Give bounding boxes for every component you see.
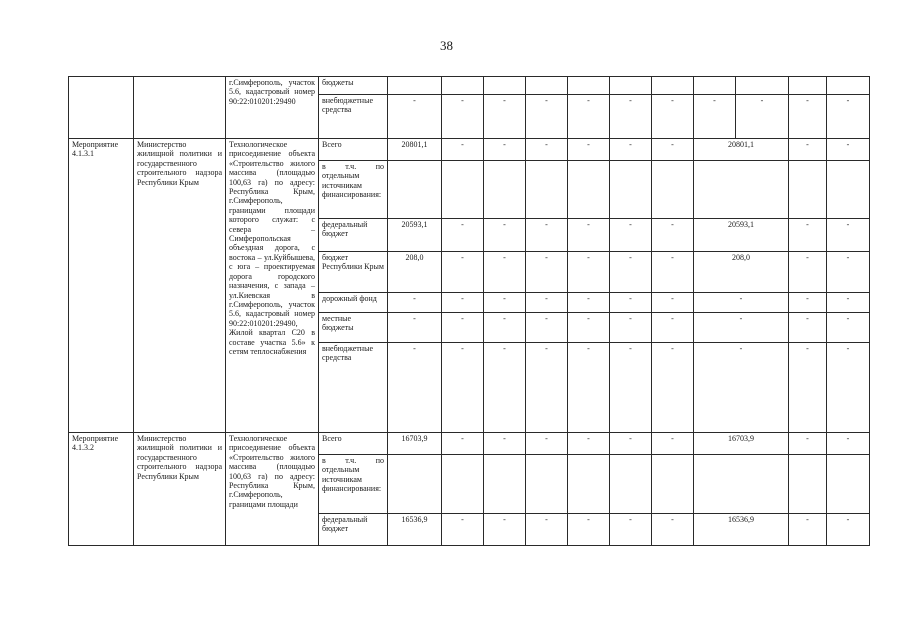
year-cell: [526, 77, 568, 95]
year-cell: -: [568, 95, 610, 139]
year-cell: [652, 161, 694, 219]
year-cell: -: [827, 139, 870, 161]
total-cell: 16703,9: [388, 433, 442, 455]
object-cell: г.Симферополь, участок 5.6, кадастровый номер 90:22:010201:29490: [226, 77, 319, 139]
source-cell: Всего: [319, 433, 388, 455]
year-cell: 208,0: [694, 252, 789, 293]
year-cell: -: [789, 313, 827, 343]
table-row: [69, 433, 870, 455]
year-cell: [789, 161, 827, 219]
object-cell: Технологическое присоединение объекта «Строительство жилого массива (площадью 100,63 га) по адресу: Республика Крым, г.Симферополь, границами площади которого служат: с севера – Симферопольская объездная дорога, с востока – ул.Куйбышева, с юга – проектируемая дорога городского назначения, с запада – ул.Киевская в г.Симферополь, участок 5.6, кадастровый номер 90:22:010201:29490, Жилой квартал С20 в составе участка 5.6» к сетям теплоснабжения: [226, 139, 319, 433]
year-cell: [568, 161, 610, 219]
year-cell: -: [789, 95, 827, 139]
year-cell: [526, 455, 568, 514]
year-cell: -: [526, 433, 568, 455]
year-cell: [568, 455, 610, 514]
year-cell: [694, 161, 789, 219]
year-cell: -: [827, 313, 870, 343]
year-cell: -: [568, 139, 610, 161]
measure-cell: [69, 77, 134, 139]
year-cell: -: [827, 252, 870, 293]
year-cell: -: [484, 514, 526, 546]
year-cell: -: [827, 293, 870, 313]
year-cell: -: [484, 433, 526, 455]
year-cell: -: [610, 139, 652, 161]
page-number: 38: [440, 38, 453, 53]
source-cell: Всего: [319, 139, 388, 161]
total-cell: 20801,1: [388, 139, 442, 161]
executor-cell: [134, 77, 226, 139]
year-cell: [442, 77, 484, 95]
year-cell: -: [568, 313, 610, 343]
source-cell: бюджеты: [319, 77, 388, 95]
budget-table: [68, 76, 870, 546]
source-cell: федеральный бюджет: [319, 514, 388, 546]
total-cell: 16536,9: [388, 514, 442, 546]
year-cell: -: [610, 313, 652, 343]
year-cell: 16703,9: [694, 433, 789, 455]
year-cell: -: [526, 343, 568, 433]
year-cell: [827, 77, 870, 95]
year-cell: -: [442, 313, 484, 343]
year-cell: -: [568, 433, 610, 455]
year-cell: -: [610, 433, 652, 455]
year-cell: -: [789, 514, 827, 546]
year-cell: -: [610, 252, 652, 293]
year-cell: [789, 77, 827, 95]
year-cell: [827, 161, 870, 219]
year-cell: -: [526, 95, 568, 139]
year-cell: -: [442, 343, 484, 433]
total-cell: -: [388, 313, 442, 343]
year-cell: 20801,1: [694, 139, 789, 161]
year-cell: [610, 77, 652, 95]
year-cell: 20593,1: [694, 219, 789, 252]
year-cell: -: [526, 313, 568, 343]
year-cell: 16536,9: [694, 514, 789, 546]
year-cell: -: [526, 139, 568, 161]
source-cell: бюджет Республики Крым: [319, 252, 388, 293]
table-row: [69, 139, 870, 161]
year-cell: [484, 455, 526, 514]
year-cell: -: [652, 252, 694, 293]
year-cell: [652, 455, 694, 514]
year-cell: -: [694, 293, 789, 313]
year-cell: -: [652, 95, 694, 139]
year-cell: -: [526, 293, 568, 313]
year-cell: -: [484, 293, 526, 313]
source-cell: местные бюджеты: [319, 313, 388, 343]
year-cell: -: [610, 219, 652, 252]
source-cell: дорожный фонд: [319, 293, 388, 313]
year-cell: -: [827, 433, 870, 455]
year-cell: [484, 161, 526, 219]
year-cell: -: [694, 343, 789, 433]
total-cell: -: [388, 293, 442, 313]
year-cell: -: [442, 514, 484, 546]
total-cell: 20593,1: [388, 219, 442, 252]
year-cell: -: [827, 219, 870, 252]
year-cell: -: [442, 433, 484, 455]
table-row: [69, 77, 870, 95]
year-cell: -: [827, 343, 870, 433]
year-cell: [442, 161, 484, 219]
year-cell: [610, 161, 652, 219]
executor-cell: Министерство жилищной политики и государственного строительного надзора Республики Крым: [134, 433, 226, 546]
source-cell: внебюджетные средства: [319, 343, 388, 433]
year-cell: -: [652, 343, 694, 433]
year-cell: [736, 77, 789, 95]
year-cell: [442, 455, 484, 514]
source-cell: внебюджетные средства: [319, 95, 388, 139]
measure-cell: Мероприятие 4.1.3.2: [69, 433, 134, 546]
year-cell: [526, 161, 568, 219]
year-cell: -: [789, 293, 827, 313]
year-cell: -: [789, 343, 827, 433]
year-cell: [568, 77, 610, 95]
year-cell: -: [827, 95, 870, 139]
year-cell: -: [652, 313, 694, 343]
total-cell: [388, 161, 442, 219]
source-cell: федеральный бюджет: [319, 219, 388, 252]
year-cell: [652, 77, 694, 95]
executor-cell: Министерство жилищной политики и государственного строительного надзора Республики Крым: [134, 139, 226, 433]
year-cell: [484, 77, 526, 95]
year-cell: -: [484, 139, 526, 161]
year-cell: -: [442, 293, 484, 313]
year-cell: [789, 455, 827, 514]
year-cell: -: [652, 139, 694, 161]
year-cell: -: [736, 95, 789, 139]
year-cell: -: [568, 343, 610, 433]
total-cell: 208,0: [388, 252, 442, 293]
year-cell: -: [484, 313, 526, 343]
year-cell: -: [652, 433, 694, 455]
year-cell: -: [652, 514, 694, 546]
year-cell: -: [568, 252, 610, 293]
year-cell: -: [568, 219, 610, 252]
year-cell: -: [694, 95, 736, 139]
year-cell: [694, 77, 736, 95]
year-cell: -: [827, 514, 870, 546]
year-cell: -: [789, 139, 827, 161]
year-cell: -: [610, 293, 652, 313]
year-cell: [694, 455, 789, 514]
year-cell: -: [526, 252, 568, 293]
year-cell: -: [610, 514, 652, 546]
object-cell: Технологическое присоединение объекта «Строительство жилого массива (площадью 100,63 га) по адресу: Республика Крым, г.Симферополь, границами площади: [226, 433, 319, 546]
year-cell: -: [789, 252, 827, 293]
total-cell: -: [388, 343, 442, 433]
year-cell: -: [652, 219, 694, 252]
year-cell: [610, 455, 652, 514]
total-cell: [388, 455, 442, 514]
year-cell: -: [694, 313, 789, 343]
measure-cell: Мероприятие 4.1.3.1: [69, 139, 134, 433]
year-cell: -: [789, 433, 827, 455]
year-cell: -: [526, 514, 568, 546]
year-cell: -: [442, 219, 484, 252]
year-cell: -: [484, 252, 526, 293]
year-cell: [827, 455, 870, 514]
year-cell: -: [568, 514, 610, 546]
year-cell: -: [568, 293, 610, 313]
year-cell: -: [526, 219, 568, 252]
year-cell: -: [789, 219, 827, 252]
year-cell: -: [484, 219, 526, 252]
year-cell: -: [652, 293, 694, 313]
year-cell: -: [610, 343, 652, 433]
source-cell: в т.ч. по отдельным источникам финансирования:: [319, 161, 388, 219]
total-cell: [388, 77, 442, 95]
year-cell: -: [442, 252, 484, 293]
year-cell: -: [484, 95, 526, 139]
year-cell: -: [442, 139, 484, 161]
year-cell: -: [484, 343, 526, 433]
source-cell: в т.ч. по отдельным источникам финансирования:: [319, 455, 388, 514]
total-cell: -: [388, 95, 442, 139]
year-cell: -: [610, 95, 652, 139]
year-cell: -: [442, 95, 484, 139]
